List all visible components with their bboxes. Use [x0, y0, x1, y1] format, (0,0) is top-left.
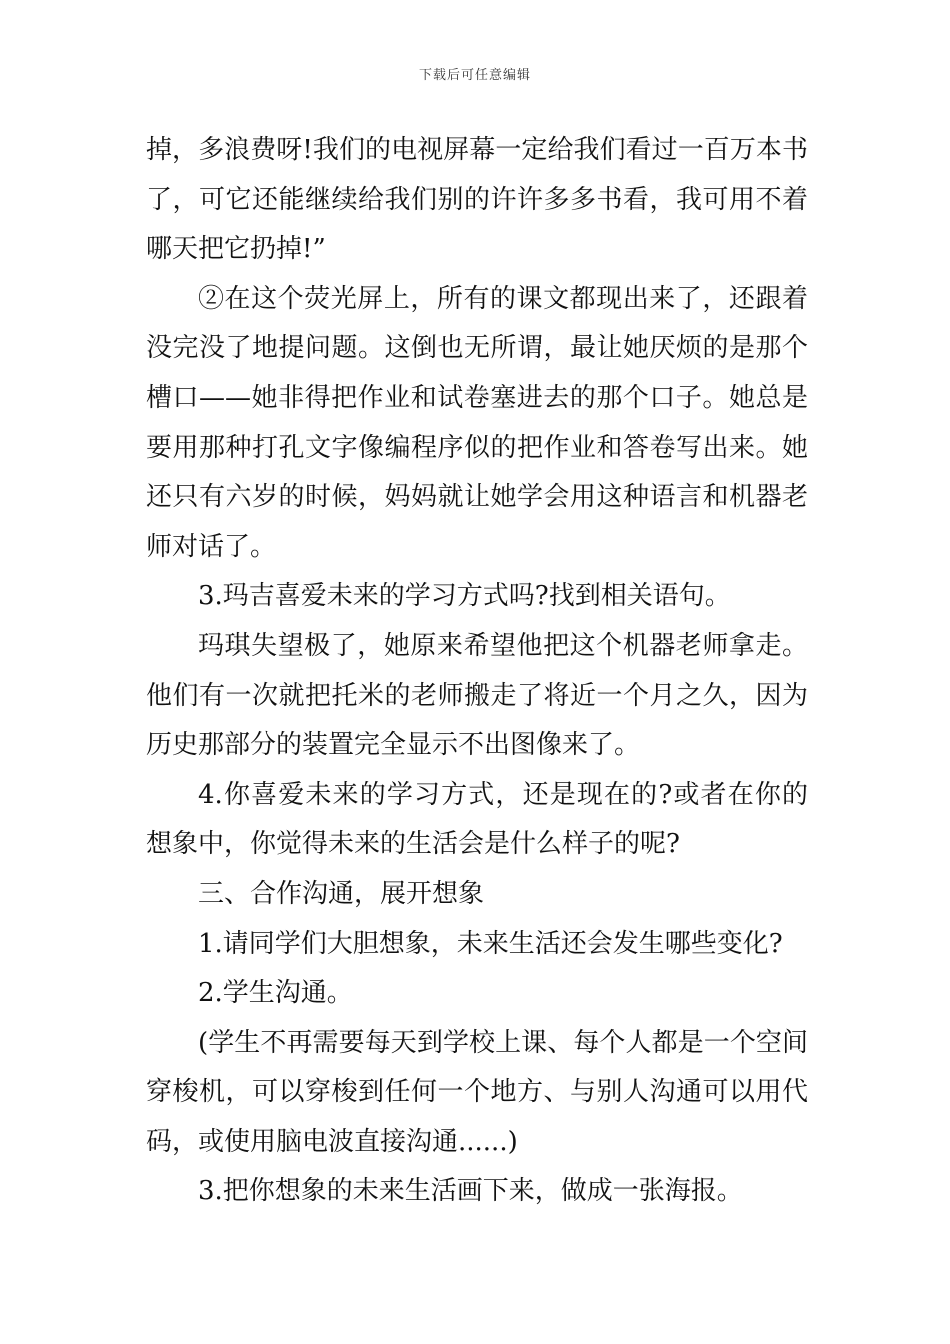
page-header: 下载后可任意编辑	[418, 68, 531, 83]
paragraph: 玛琪失望极了，她原来希望他把这个机器老师拿走。他们有一次就把托米的老师搬走了将近一个月之久，因为历史那部分的装置完全显示不出图像来了。	[146, 630, 808, 761]
step-2: 2.学生沟通。	[198, 978, 353, 1009]
paragraph: ②在这个荧光屏上，所有的课文都现出来了，还跟着没完没了地提问题。这倒也无所谓，最让她厌烦的是那个槽口——她非得把作业和试卷塞进去的那个口子。她总是要用那种打孔文字像编程序似的把作业和答卷写出来。她还只有六岁的时候，妈妈就让她学会用这种语言和机器老师对话了。	[146, 283, 808, 562]
section-heading: 三、合作沟通，展开想象	[198, 878, 485, 909]
question-4: 4.你喜爱未来的学习方式，还是现在的?或者在你的想象中，你觉得未来的生活会是什么样子的呢?	[146, 779, 808, 860]
document-body	[146, 126, 808, 1217]
paragraph: (学生不再需要每天到学校上课、每个人都是一个空间穿梭机，可以穿梭到任何一个地方、与别人沟通可以用代码，或使用脑电波直接沟通......)	[146, 1027, 808, 1157]
question-3: 3.玛吉喜爱未来的学习方式吗?找到相关语句。	[198, 581, 731, 612]
step-3: 3.把你想象的未来生活画下来，做成一张海报。	[198, 1176, 743, 1207]
step-1: 1.请同学们大胆想象，未来生活还会发生哪些变化?	[198, 928, 783, 959]
paragraph: 掉，多浪费呀!我们的电视屏幕一定给我们看过一百万本书了，可它还能继续给我们别的许许多多书看，我可用不着哪天把它扔掉!”	[146, 135, 808, 265]
